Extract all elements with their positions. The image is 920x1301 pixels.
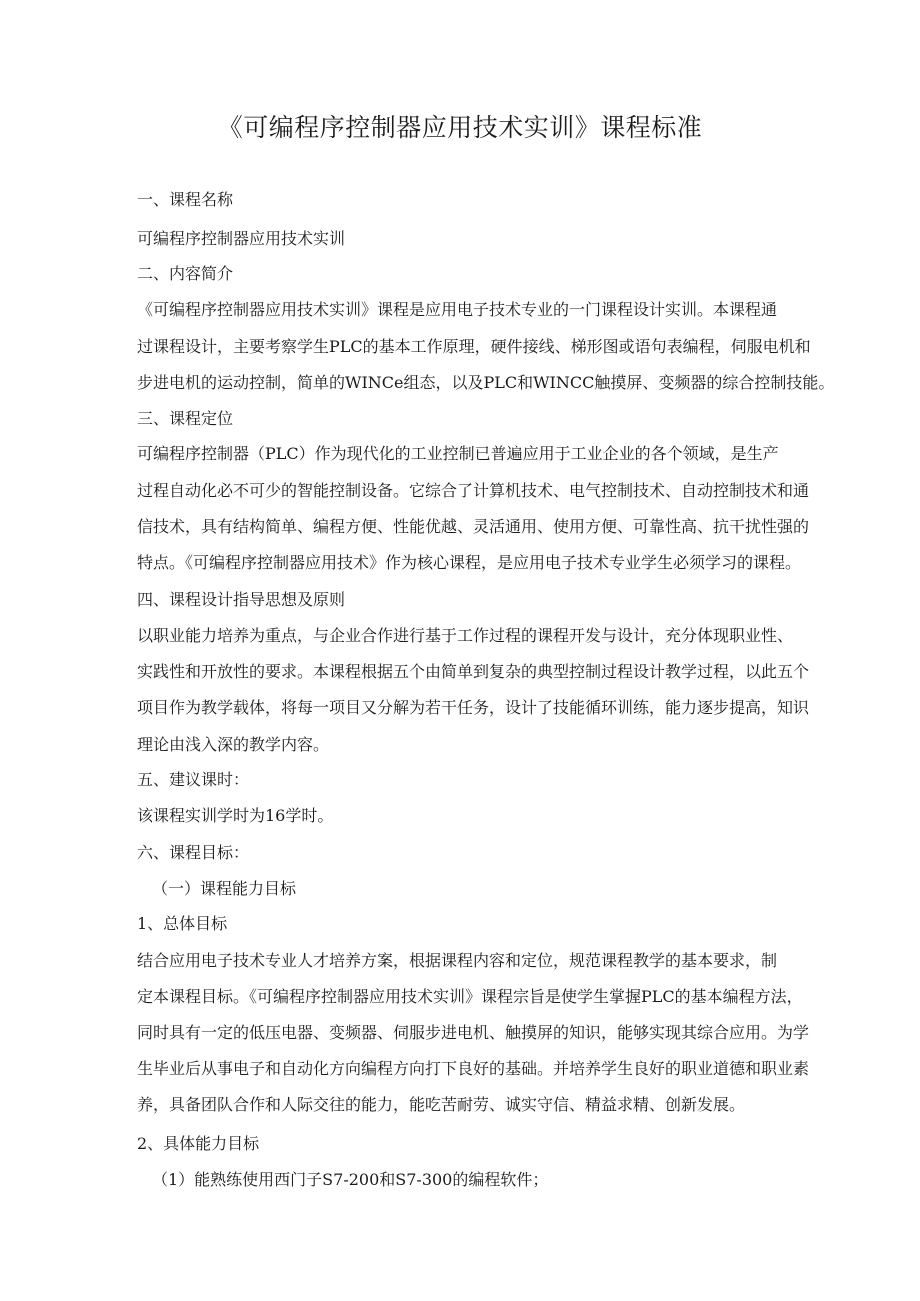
principle-line: 实践性和开放性的要求。本课程根据五个由简单到复杂的典型控制过程设计教学过程，以此五个 [137,662,810,681]
page-title: 《可编程序控制器应用技术实训》课程标准 [217,113,703,142]
overall-goal-line: 养，具备团队合作和人际交往的能力，能吃苦耐劳、诚实守信、精益求精、创新发展。 [137,1095,746,1114]
position-line: 可编程序控制器（PLC）作为现代化的工业控制已普遍应用于工业企业的各个领域，是生产 [137,444,779,463]
position-line: 信技术，具有结构简单、编程方便、性能优越、灵活通用、使用方便、可靠性高、抗干扰性强的 [137,517,810,536]
principle-line: 项目作为教学载体，将每一项目又分解为若干任务，设计了技能循环训练，能力逐步提高，知识 [137,698,810,717]
intro-line: 过课程设计，主要考察学生PLC的基本工作原理，硬件接线、梯形图或语句表编程，伺服电机和 [137,337,811,356]
section-heading-principle: 四、课程设计指导思想及原则 [137,590,346,609]
principle-line: 以职业能力培养为重点，与企业合作进行基于工作过程的课程开发与设计，充分体现职业性、 [137,626,794,645]
course-name-text: 可编程序控制器应用技术实训 [137,229,346,248]
overall-goal-line: 结合应用电子技术专业人才培养方案，根据课程内容和定位，规范课程教学的基本要求，制 [137,951,778,970]
overall-goal-line: 定本课程目标。《可编程序控制器应用技术实训》课程宗旨是使学生掌握PLC的基本编程方法， [137,987,803,1006]
overall-goal-line: 同时具有一定的低压电器、变频器、伺服步进电机、触摸屏的知识，能够实现其综合应用。为学 [137,1023,810,1042]
hours-text: 该课程实训学时为16学时。 [137,806,334,825]
specific-goal-item: （1）能熟练使用西门子S7-200和S7-300的编程软件； [152,1170,549,1189]
section-heading-goals: 六、课程目标： [137,843,250,862]
intro-line: 步进电机的运动控制，简单的WINCe组态，以及PLC和WINCC触摸屏、变频器的综合控制技能。 [137,373,835,392]
principle-line: 理论由浅入深的教学内容。 [137,735,330,754]
overall-goal-heading: 1、总体目标 [137,914,228,933]
section-heading-content: 二、内容简介 [137,264,234,283]
specific-goal-heading: 2、具体能力目标 [137,1134,260,1153]
subsection-ability-goals: （一）课程能力目标 [152,879,297,898]
overall-goal-line: 生毕业后从事电子和自动化方向编程方向打下良好的基础。并培养学生良好的职业道德和职业素 [137,1059,810,1078]
position-line: 过程自动化必不可少的智能控制设备。它综合了计算机技术、电气控制技术、自动控制技术和通 [137,481,810,500]
position-line: 特点。《可编程序控制器应用技术》作为核心课程，是应用电子技术专业学生必须学习的课程。 [137,553,802,572]
section-heading-course-name: 一、课程名称 [137,190,234,209]
section-heading-hours: 五、建议课时： [137,770,250,789]
section-heading-position: 三、课程定位 [137,409,234,428]
intro-line: 《可编程序控制器应用技术实训》课程是应用电子技术专业的一门课程设计实训。本课程通 [137,300,778,319]
